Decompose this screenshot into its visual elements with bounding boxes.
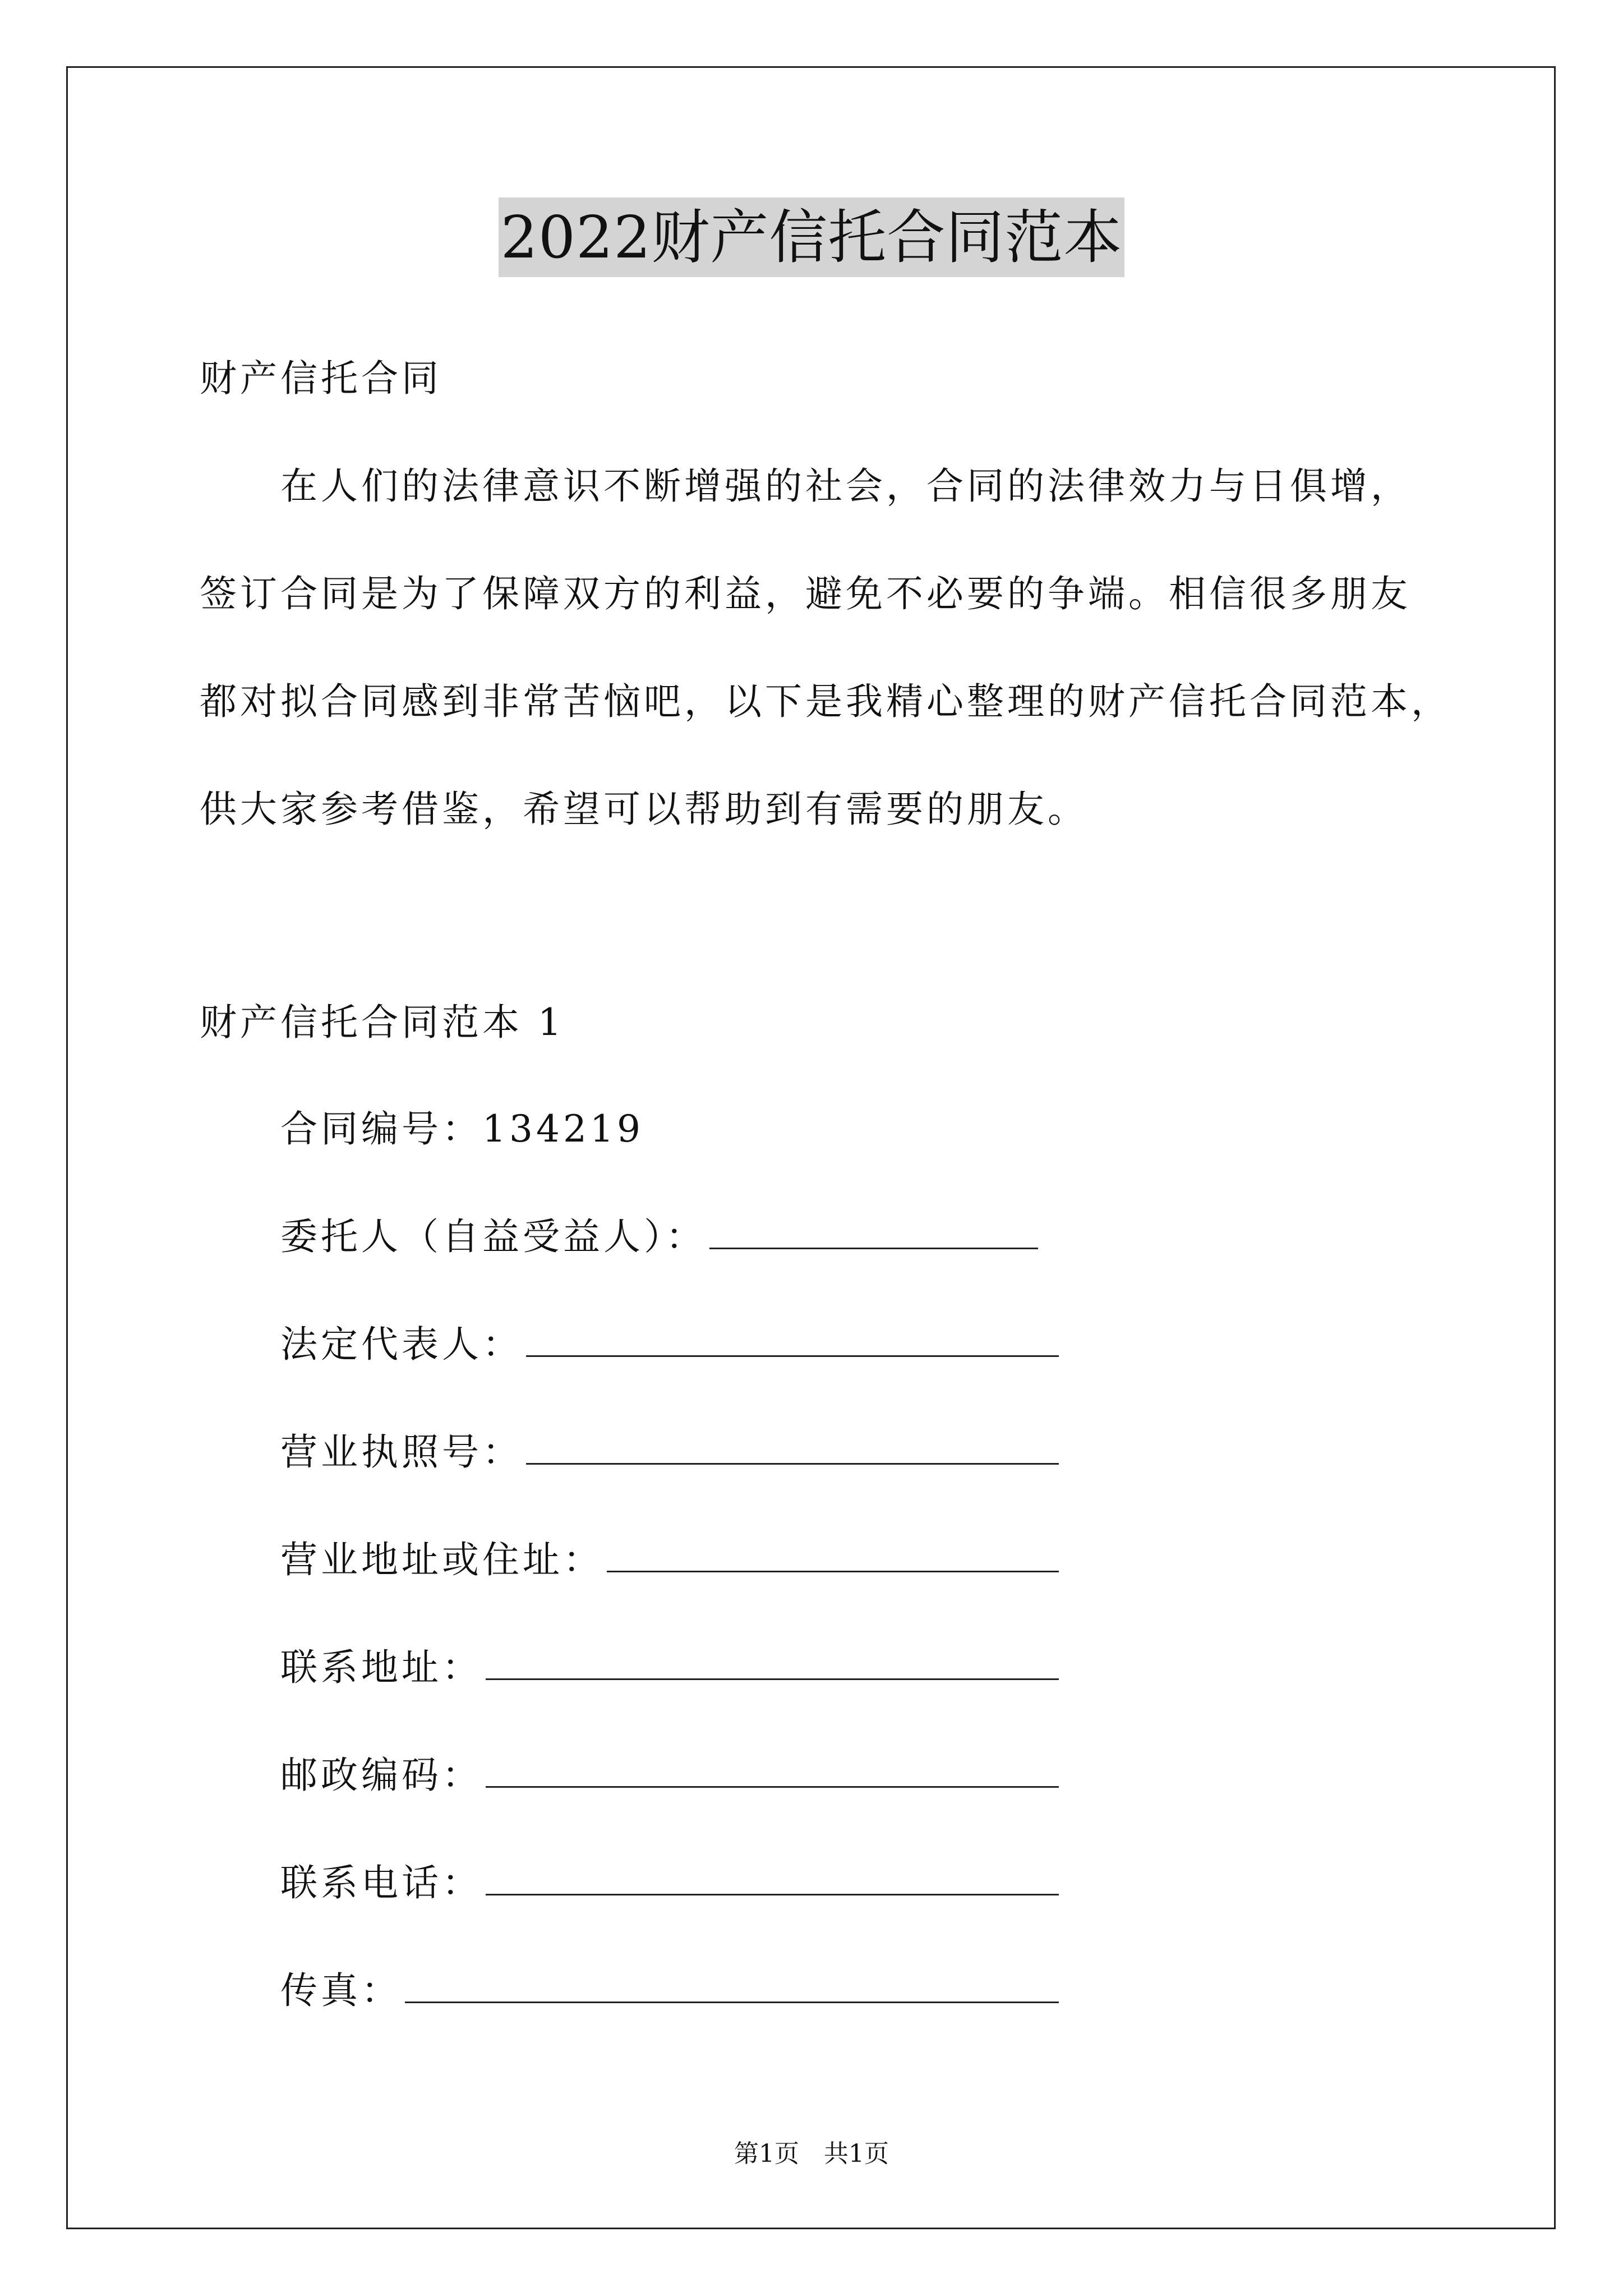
field-row — [280, 1642, 1059, 1693]
field-label: 联系地址： — [280, 1646, 482, 1689]
intro-line-1: 在人们的法律意识不断增强的社会，合同的法律效力与日俱增， — [280, 464, 1411, 508]
sample-heading: 财产信托合同范本 1 — [200, 1001, 565, 1044]
field-label: 传真： — [280, 1969, 402, 2012]
field-label: 联系电话： — [280, 1861, 482, 1904]
field-label: 邮政编码： — [280, 1754, 482, 1797]
blank-line — [526, 1320, 1059, 1357]
blank-line — [526, 1428, 1059, 1465]
field-row — [280, 1858, 1059, 1908]
field-row — [280, 1427, 1059, 1478]
intro-line-3: 都对拟合同感到非常苦恼吧，以下是我精心整理的财产信托合同范本， — [200, 680, 1451, 723]
blank-line — [486, 1859, 1059, 1895]
field-label: 营业地址或住址： — [280, 1538, 603, 1581]
blank-line — [709, 1213, 1038, 1249]
contract-number — [280, 1104, 644, 1154]
blank-line — [405, 1967, 1059, 2003]
page-number-footer: 第1页 共1页 — [734, 2139, 889, 2168]
field-row — [280, 1750, 1059, 1801]
document-title: 2022财产信托合同范本 — [499, 197, 1125, 277]
blank-line — [486, 1644, 1059, 1680]
field-row — [280, 1212, 1038, 1262]
field-label: 法定代表人： — [280, 1323, 523, 1366]
document-heading: 财产信托合同 — [200, 357, 442, 400]
field-label: 委托人（自益受益人）： — [280, 1215, 706, 1258]
contract-number-text: 合同编号：134219 — [280, 1107, 644, 1151]
blank-line — [486, 1751, 1059, 1788]
field-row — [280, 1319, 1059, 1370]
blank-line — [607, 1536, 1059, 1572]
field-label: 营业执照号： — [280, 1430, 523, 1474]
intro-line-2: 签订合同是为了保障双方的利益，避免不必要的争端。相信很多朋友 — [200, 572, 1411, 615]
intro-line-4: 供大家参考借鉴，希望可以帮助到有需要的朋友。 — [200, 788, 1088, 831]
title-container — [0, 197, 1623, 277]
field-row — [280, 1966, 1059, 2016]
field-row — [280, 1535, 1059, 1585]
